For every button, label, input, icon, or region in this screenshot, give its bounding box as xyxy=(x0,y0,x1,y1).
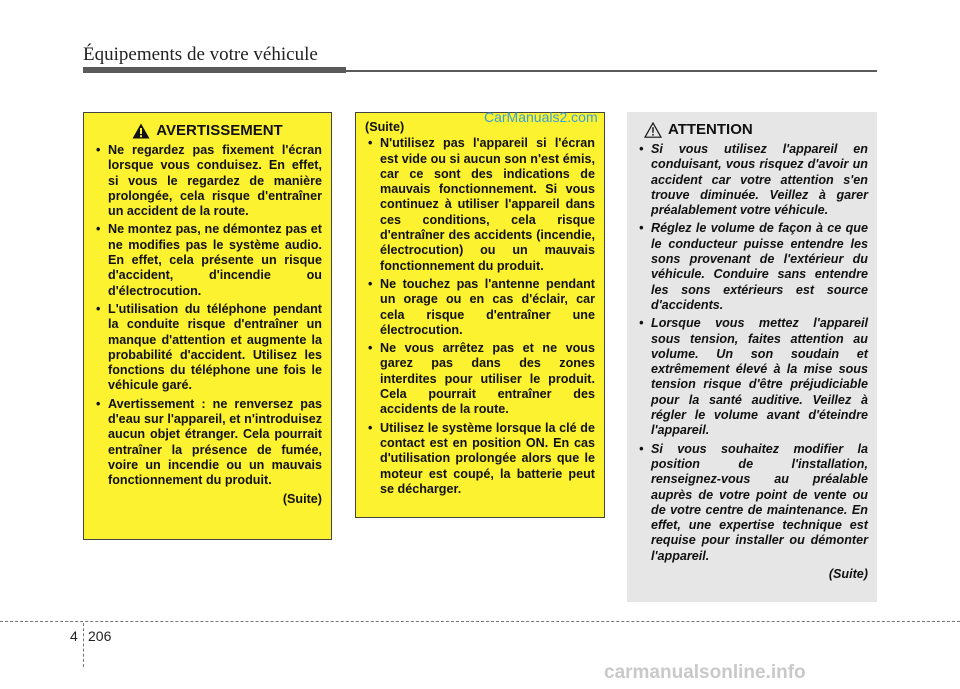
list-item: • Réglez le volume de façon à ce que le conducteur puisse entendre les sons provenant de l'extérieur du véhicule. Conduire sans entendre les sons extérieurs est source d'accidents. xyxy=(636,221,868,313)
footer-vertical-divider xyxy=(83,623,84,667)
list-item: • Utilisez le système lorsque la clé de contact est en position ON. En cas d'utilisation prolongée alors que le moteur est coupé, la batterie peut se décharger. xyxy=(365,421,595,497)
page-number: 206 xyxy=(88,628,112,644)
list-item: • Si vous utilisez l'appareil en conduisant, vous risquez d'avoir un accident car votre attention s'en trouve diminuée. Veillez à garer préalablement votre véhicule. xyxy=(636,142,868,218)
list-item: • Si vous souhaitez modifier la position de l'installation, renseignez-vous au préalable auprès de votre point de vente ou de votre centre de maintenance. En effet, une expertise technique est requise pour installer ou démonter l'appareil. xyxy=(636,442,868,564)
caution-triangle-icon xyxy=(644,122,662,138)
warning-triangle-icon xyxy=(132,123,150,139)
warning-list-continued xyxy=(365,136,595,497)
chapter-number: 4 xyxy=(70,628,78,644)
list-item: • Avertissement : ne renversez pas d'eau sur l'appareil, et n'introduisez aucun objet étranger. Cela pourrait entraîner la présence de fumée, voire un incendie ou un mauvais fonctionnement du produit. xyxy=(93,397,322,489)
list-item: • L'utilisation du téléphone pendant la conduite risque d'entraîner un manque d'attention et augmente la probabilité d'accident. Utilisez les fonctions du téléphone une fois le véhicule garé. xyxy=(93,302,322,394)
footer-divider xyxy=(0,621,960,622)
continued-label: (Suite) xyxy=(828,567,868,582)
continued-heading: (Suite) xyxy=(365,120,405,134)
list-item: • Lorsque vous mettez l'appareil sous tension, faites attention au volume. Un son soudain et extrêmement élevé à la mise sous tension risque d'être préjudiciable pour la santé auditive. Veillez à régler le volume avant d'éteindre l'appareil. xyxy=(636,316,868,438)
header-rule-thick xyxy=(83,67,346,73)
list-item: • Ne regardez pas fixement l'écran lorsque vous conduisez. En effet, si vous le regardez de manière prolongée, cela risque d'entraîner un accident de la route. xyxy=(93,143,322,219)
page-section-title: Équipements de votre véhicule xyxy=(83,44,318,65)
warning-box-title: AVERTISSEMENT xyxy=(156,121,283,139)
warning-box-header xyxy=(93,121,322,140)
header-rule-thin xyxy=(346,70,877,72)
continued-label: (Suite) xyxy=(282,491,322,506)
attention-box xyxy=(627,112,877,602)
watermark-bottom: carmanualsonline.info xyxy=(604,662,806,683)
warning-box xyxy=(83,112,332,540)
attention-box-header xyxy=(636,120,868,139)
list-item: • N'utilisez pas l'appareil si l'écran est vide ou si aucun son n'est émis, car ce sont des indications de mauvais fonctionnement. Si vous continuez à utiliser l'appareil dans ces conditions, cela risque d'entraîner des accidents (incendie, électrocution) ou un mauvais fonctionnement du produit. xyxy=(365,136,595,274)
list-item: • Ne touchez pas l'antenne pendant un orage ou en cas d'éclair, car cela risque d'entraîner une électrocution. xyxy=(365,277,595,338)
attention-list xyxy=(636,142,868,564)
list-item: • Ne montez pas, ne démontez pas et ne modifies pas le système audio. En effet, cela présente un risque d'accident, d'incendie ou d'électrocution. xyxy=(93,222,322,298)
warning-list xyxy=(93,143,322,489)
attention-box-title: ATTENTION xyxy=(668,120,753,138)
warning-box-continued xyxy=(355,112,605,518)
watermark-top: CarManuals2.com xyxy=(484,109,598,125)
list-item: • Ne vous arrêtez pas et ne vous garez pas dans des zones interdites pour utiliser le produit. Cela pourrait entraîner des accidents de la route. xyxy=(365,341,595,417)
